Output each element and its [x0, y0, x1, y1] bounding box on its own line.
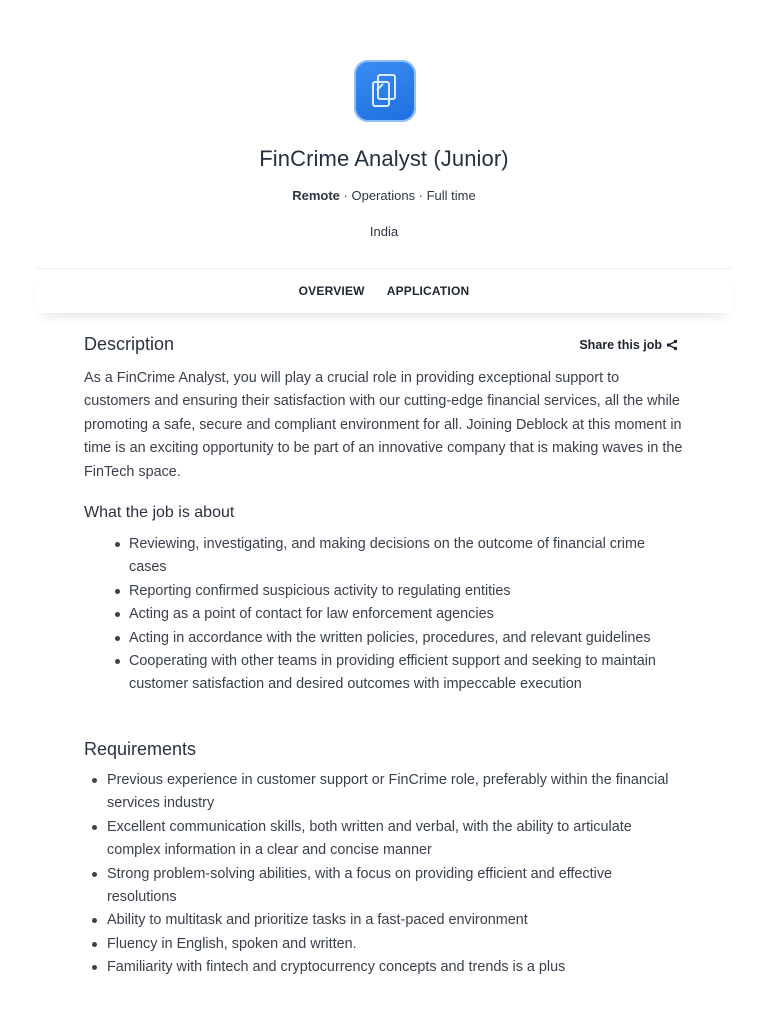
list-item: Reporting confirmed suspicious activity to regulating entities: [129, 580, 684, 603]
list-item: Ability to multitask and prioritize tasks in a fast-paced environment: [107, 909, 684, 932]
job-meta: [0, 188, 768, 203]
list-item: Reviewing, investigating, and making decisions on the outcome of financial crime cases: [129, 533, 684, 580]
list-item: Strong problem-solving abilities, with a focus on providing efficient and effective resolutions: [107, 863, 684, 910]
share-label: Share this job: [579, 338, 662, 352]
tab-application[interactable]: APPLICATION: [386, 284, 470, 298]
document-icon: [354, 60, 416, 122]
share-job-button[interactable]: [579, 338, 678, 352]
description-text: As a FinCrime Analyst, you will play a crucial role in providing exceptional support to customers and ensuring their satisfaction with our cutting-edge financial services, all the while promoting a safe, secure and compliant environment for all. Joining Deblock at this moment in time is an exciting opportunity to be part of an innovative company that is making waves in the FinTech space.: [84, 370, 683, 480]
description-heading: Description: [84, 334, 175, 354]
department-and-type: · Operations · Full time: [339, 188, 476, 203]
list-item: Cooperating with other teams in providing efficient support and seeking to maintain customer satisfaction and desired outcomes with impeccable execution: [129, 650, 684, 697]
list-item: Familiarity with fintech and cryptocurrency concepts and trends is a plus: [107, 956, 684, 979]
list-item: Previous experience in customer support or FinCrime role, preferably within the financial services industry: [107, 769, 684, 816]
about-heading: What the job is about: [84, 504, 235, 522]
list-item: Acting in accordance with the written policies, procedures, and relevant guidelines: [129, 627, 684, 650]
job-location: India: [369, 224, 399, 239]
list-item: Excellent communication skills, both written and verbal, with the ability to articulate complex information in a clear and concise manner: [107, 816, 684, 863]
tab-bar: [36, 268, 732, 313]
about-list: [129, 533, 684, 697]
list-item: Fluency in English, spoken and written.: [107, 933, 684, 956]
job-content: [84, 334, 684, 980]
share-icon: [666, 339, 678, 351]
workplace-type: Remote: [292, 188, 340, 203]
requirements-heading: Requirements: [84, 738, 197, 759]
requirements-list: [107, 769, 684, 980]
company-logo: [354, 60, 416, 122]
tab-overview[interactable]: OVERVIEW: [298, 284, 365, 298]
list-item: Acting as a point of contact for law enforcement agencies: [129, 603, 684, 626]
job-title: FinCrime Analyst (Junior): [259, 146, 509, 171]
